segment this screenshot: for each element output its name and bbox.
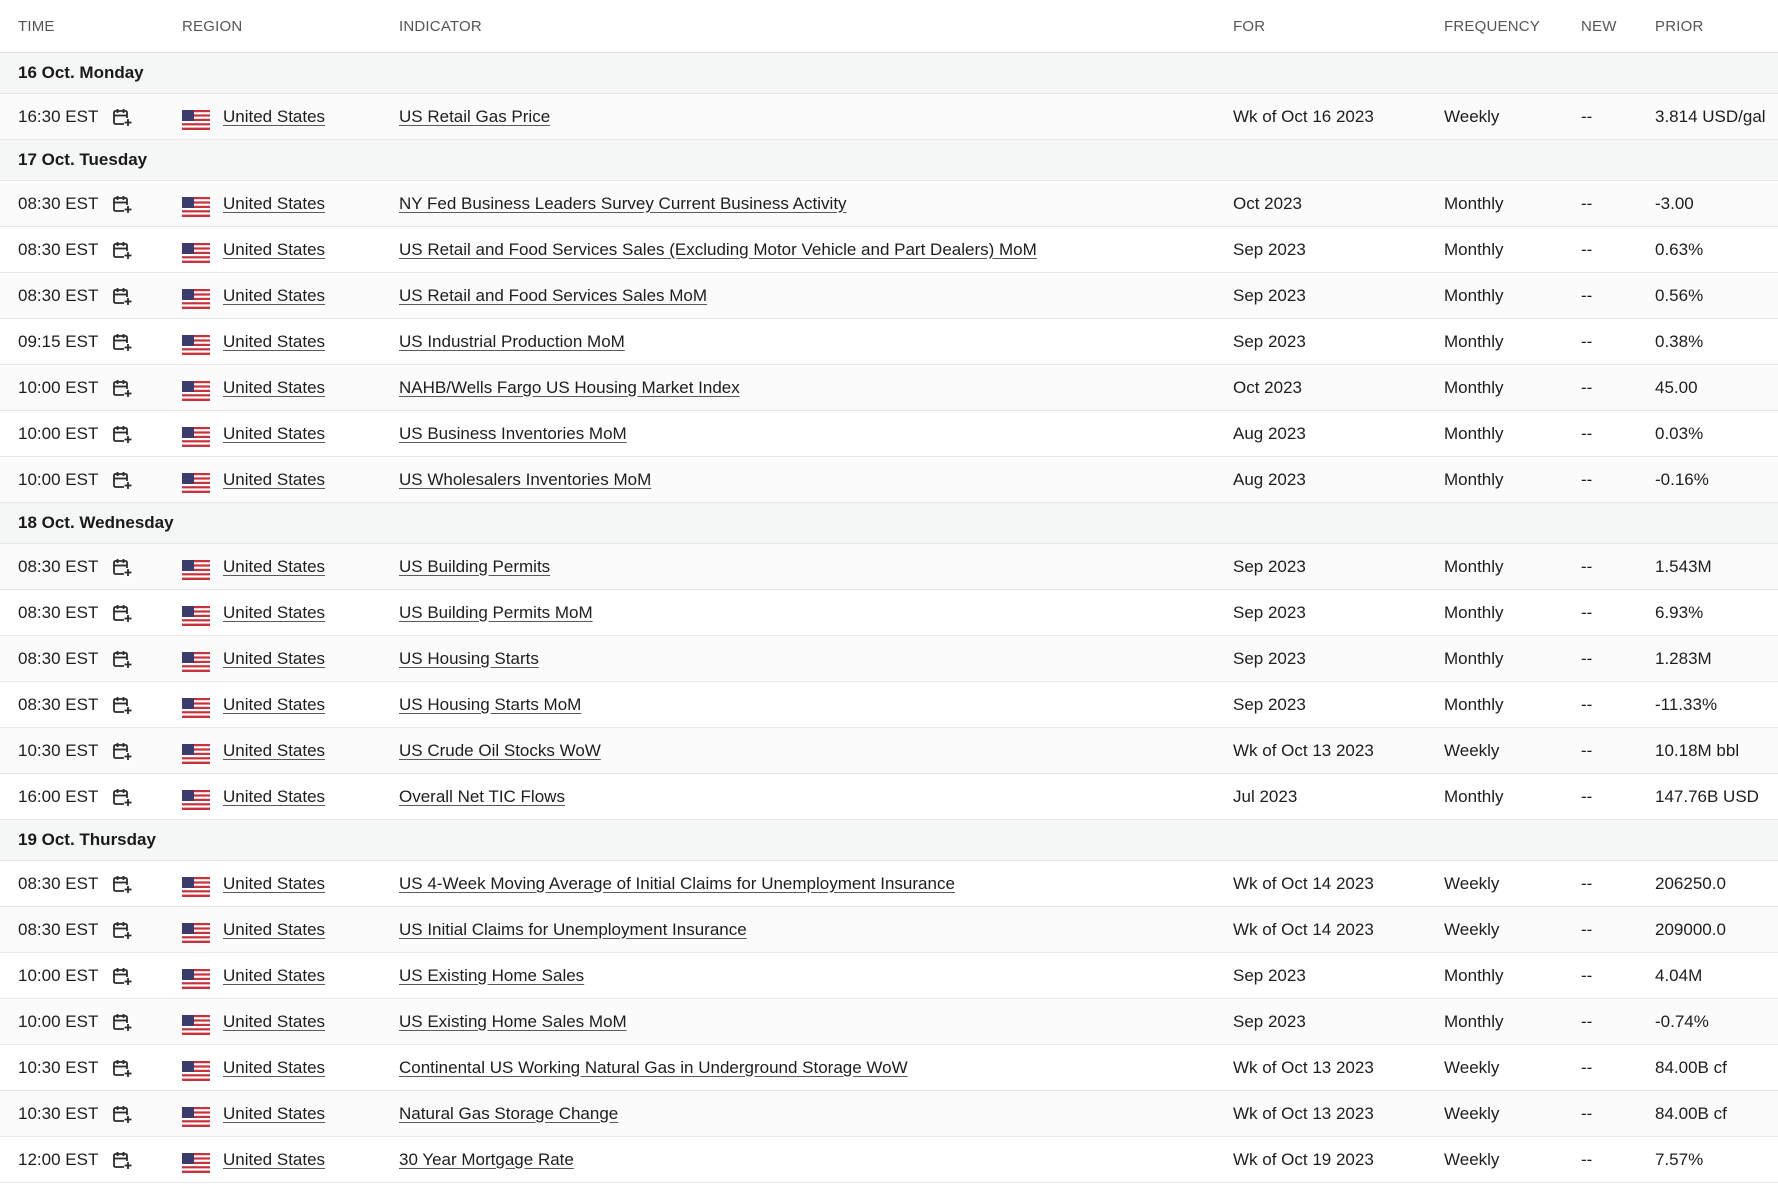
event-new: --: [1581, 590, 1655, 636]
calendar-add-icon[interactable]: [112, 470, 132, 490]
event-indicator-link[interactable]: US Business Inventories MoM: [399, 423, 627, 443]
event-time: 08:30 EST: [0, 544, 112, 590]
header-region: REGION: [182, 0, 399, 53]
event-region-link[interactable]: United States: [223, 285, 326, 305]
event-indicator-link[interactable]: US Initial Claims for Unemployment Insurance: [399, 919, 747, 939]
event-frequency: Weekly: [1444, 1091, 1581, 1137]
event-prior: -0.74%: [1655, 999, 1778, 1045]
event-region-cell: [182, 94, 399, 140]
event-indicator-cell: [399, 728, 1233, 774]
event-for: Sep 2023: [1233, 273, 1444, 319]
event-prior: 10.18M bbl: [1655, 728, 1778, 774]
calendar-add-icon[interactable]: [112, 194, 132, 214]
event-indicator-cell: [399, 181, 1233, 227]
add-to-calendar-cell: [112, 590, 182, 636]
event-time: 10:30 EST: [0, 1091, 112, 1137]
event-for: Sep 2023: [1233, 544, 1444, 590]
event-time: 10:30 EST: [0, 728, 112, 774]
us-flag-icon: [182, 427, 210, 447]
event-indicator-cell: [399, 636, 1233, 682]
us-flag-icon: [182, 790, 210, 810]
event-region-link[interactable]: United States: [223, 423, 326, 443]
event-region-cell: [182, 774, 399, 820]
event-frequency: Monthly: [1444, 999, 1581, 1045]
event-frequency: Weekly: [1444, 907, 1581, 953]
event-region-cell: [182, 319, 399, 365]
event-for: Wk of Oct 13 2023: [1233, 1045, 1444, 1091]
add-to-calendar-cell: [112, 227, 182, 273]
event-time: 10:00 EST: [0, 411, 112, 457]
event-time: 16:30 EST: [0, 94, 112, 140]
add-to-calendar-cell: [112, 907, 182, 953]
header-time: TIME: [0, 0, 112, 53]
add-to-calendar-cell: [112, 544, 182, 590]
event-time: 08:30 EST: [0, 636, 112, 682]
add-to-calendar-cell: [112, 999, 182, 1045]
event-row: [0, 227, 1778, 273]
event-region-cell: [182, 365, 399, 411]
us-flag-icon: [182, 969, 210, 989]
event-for: Wk of Oct 13 2023: [1233, 728, 1444, 774]
event-row: [0, 774, 1778, 820]
event-indicator-link[interactable]: NAHB/Wells Fargo US Housing Market Index: [399, 377, 740, 397]
event-region-link[interactable]: United States: [223, 873, 326, 893]
event-new: --: [1581, 1091, 1655, 1137]
us-flag-icon: [182, 289, 210, 309]
event-prior: 0.56%: [1655, 273, 1778, 319]
event-row: [0, 636, 1778, 682]
event-region-link[interactable]: United States: [223, 469, 326, 489]
event-for: Jul 2023: [1233, 774, 1444, 820]
event-time: 09:15 EST: [0, 319, 112, 365]
event-frequency: Monthly: [1444, 544, 1581, 590]
calendar-add-icon[interactable]: [112, 695, 132, 715]
event-for: Wk of Oct 16 2023: [1233, 94, 1444, 140]
day-header-row: [0, 140, 1778, 181]
event-for: Sep 2023: [1233, 636, 1444, 682]
event-row: [0, 457, 1778, 503]
calendar-add-icon[interactable]: [112, 378, 132, 398]
event-indicator-link[interactable]: Natural Gas Storage Change: [399, 1103, 619, 1123]
us-flag-icon: [182, 1061, 210, 1081]
event-row: [0, 1137, 1778, 1183]
event-prior: -11.33%: [1655, 682, 1778, 728]
add-to-calendar-cell: [112, 94, 182, 140]
event-time: 08:30 EST: [0, 273, 112, 319]
event-indicator-cell: [399, 411, 1233, 457]
add-to-calendar-cell: [112, 1137, 182, 1183]
event-region-cell: [182, 1091, 399, 1137]
event-indicator-cell: [399, 273, 1233, 319]
event-region-link[interactable]: United States: [223, 602, 326, 622]
event-region-link[interactable]: United States: [223, 106, 326, 126]
us-flag-icon: [182, 698, 210, 718]
event-row: [0, 365, 1778, 411]
event-indicator-cell: [399, 457, 1233, 503]
event-indicator-cell: [399, 999, 1233, 1045]
event-region-cell: [182, 544, 399, 590]
calendar-add-icon[interactable]: [112, 107, 132, 127]
day-label: 19 Oct. Thursday: [0, 820, 1778, 861]
us-flag-icon: [182, 197, 210, 217]
event-region-cell: [182, 636, 399, 682]
event-new: --: [1581, 953, 1655, 999]
event-time: 10:00 EST: [0, 999, 112, 1045]
calendar-add-icon[interactable]: [112, 1012, 132, 1032]
event-region-cell: [182, 999, 399, 1045]
day-header-row: [0, 820, 1778, 861]
event-indicator-cell: [399, 319, 1233, 365]
event-region-link[interactable]: United States: [223, 1149, 326, 1169]
calendar-add-icon[interactable]: [112, 424, 132, 444]
event-region-link[interactable]: United States: [223, 919, 326, 939]
event-region-link[interactable]: United States: [223, 1011, 326, 1031]
event-new: --: [1581, 544, 1655, 590]
event-new: --: [1581, 411, 1655, 457]
event-indicator-link[interactable]: US Retail and Food Services Sales (Excluding Motor Vehicle and Part Dealers) MoM: [399, 239, 1037, 259]
event-frequency: Monthly: [1444, 273, 1581, 319]
add-to-calendar-cell: [112, 181, 182, 227]
calendar-add-icon[interactable]: [112, 286, 132, 306]
event-row: [0, 94, 1778, 140]
event-region-link[interactable]: United States: [223, 648, 326, 668]
event-for: Wk of Oct 19 2023: [1233, 1137, 1444, 1183]
event-region-link[interactable]: United States: [223, 786, 326, 806]
header-for: FOR: [1233, 0, 1444, 53]
event-time: 10:00 EST: [0, 365, 112, 411]
us-flag-icon: [182, 473, 210, 493]
us-flag-icon: [182, 606, 210, 626]
event-time: 08:30 EST: [0, 907, 112, 953]
event-new: --: [1581, 774, 1655, 820]
day-header-row: [0, 503, 1778, 544]
add-to-calendar-cell: [112, 1045, 182, 1091]
us-flag-icon: [182, 335, 210, 355]
event-region-link[interactable]: United States: [223, 331, 326, 351]
event-for: Sep 2023: [1233, 227, 1444, 273]
add-to-calendar-cell: [112, 1091, 182, 1137]
calendar-add-icon[interactable]: [112, 649, 132, 669]
event-indicator-cell: [399, 1091, 1233, 1137]
event-prior: -0.16%: [1655, 457, 1778, 503]
us-flag-icon: [182, 652, 210, 672]
event-indicator-link[interactable]: 30 Year Mortgage Rate: [399, 1149, 574, 1169]
add-to-calendar-cell: [112, 774, 182, 820]
day-header-row: [0, 53, 1778, 94]
add-to-calendar-cell: [112, 953, 182, 999]
event-frequency: Monthly: [1444, 411, 1581, 457]
calendar-add-icon[interactable]: [112, 874, 132, 894]
event-new: --: [1581, 1137, 1655, 1183]
us-flag-icon: [182, 1153, 210, 1173]
event-row: [0, 411, 1778, 457]
event-frequency: Weekly: [1444, 728, 1581, 774]
calendar-add-icon[interactable]: [112, 966, 132, 986]
event-region-cell: [182, 1137, 399, 1183]
event-indicator-link[interactable]: US Building Permits MoM: [399, 602, 593, 622]
event-prior: 84.00B cf: [1655, 1091, 1778, 1137]
event-region-cell: [182, 953, 399, 999]
event-row: [0, 319, 1778, 365]
us-flag-icon: [182, 1015, 210, 1035]
calendar-add-icon[interactable]: [112, 1104, 132, 1124]
event-for: Oct 2023: [1233, 365, 1444, 411]
event-region-cell: [182, 682, 399, 728]
event-indicator-link[interactable]: US Crude Oil Stocks WoW: [399, 740, 601, 760]
event-time: 08:30 EST: [0, 590, 112, 636]
event-indicator-link[interactable]: US Industrial Production MoM: [399, 331, 625, 351]
event-indicator-link[interactable]: NY Fed Business Leaders Survey Current Business Activity: [399, 193, 847, 213]
event-new: --: [1581, 907, 1655, 953]
event-for: Oct 2023: [1233, 181, 1444, 227]
add-to-calendar-cell: [112, 682, 182, 728]
event-for: Sep 2023: [1233, 682, 1444, 728]
event-new: --: [1581, 94, 1655, 140]
event-for: Aug 2023: [1233, 457, 1444, 503]
event-indicator-cell: [399, 774, 1233, 820]
event-indicator-cell: [399, 590, 1233, 636]
event-frequency: Weekly: [1444, 861, 1581, 907]
event-indicator-link[interactable]: US Existing Home Sales: [399, 965, 585, 985]
event-region-link[interactable]: United States: [223, 740, 326, 760]
event-prior: 206250.0: [1655, 861, 1778, 907]
event-indicator-link[interactable]: Continental US Working Natural Gas in Underground Storage WoW: [399, 1057, 908, 1077]
event-indicator-link[interactable]: US Housing Starts: [399, 648, 539, 668]
event-new: --: [1581, 636, 1655, 682]
us-flag-icon: [182, 243, 210, 263]
event-row: [0, 181, 1778, 227]
event-time: 08:30 EST: [0, 682, 112, 728]
event-frequency: Weekly: [1444, 94, 1581, 140]
event-new: --: [1581, 227, 1655, 273]
us-flag-icon: [182, 1107, 210, 1127]
event-for: Wk of Oct 14 2023: [1233, 907, 1444, 953]
event-row: [0, 999, 1778, 1045]
event-indicator-link[interactable]: US Retail and Food Services Sales MoM: [399, 285, 708, 305]
event-prior: 6.93%: [1655, 590, 1778, 636]
event-region-link[interactable]: United States: [223, 1103, 326, 1123]
event-region-cell: [182, 907, 399, 953]
event-prior: 84.00B cf: [1655, 1045, 1778, 1091]
event-frequency: Monthly: [1444, 953, 1581, 999]
event-new: --: [1581, 457, 1655, 503]
calendar-add-icon[interactable]: [112, 741, 132, 761]
add-to-calendar-cell: [112, 457, 182, 503]
event-indicator-cell: [399, 907, 1233, 953]
event-time: 10:00 EST: [0, 953, 112, 999]
event-row: [0, 1091, 1778, 1137]
us-flag-icon: [182, 877, 210, 897]
event-new: --: [1581, 999, 1655, 1045]
event-frequency: Monthly: [1444, 682, 1581, 728]
header-frequency: FREQUENCY: [1444, 0, 1581, 53]
event-time: 08:30 EST: [0, 181, 112, 227]
calendar-add-icon[interactable]: [112, 557, 132, 577]
event-new: --: [1581, 319, 1655, 365]
event-region-link[interactable]: United States: [223, 377, 326, 397]
event-indicator-link[interactable]: Overall Net TIC Flows: [399, 786, 565, 806]
event-indicator-link[interactable]: US Retail Gas Price: [399, 106, 551, 126]
add-to-calendar-cell: [112, 365, 182, 411]
calendar-add-icon[interactable]: [112, 1150, 132, 1170]
event-prior: 4.04M: [1655, 953, 1778, 999]
us-flag-icon: [182, 381, 210, 401]
event-prior: 3.814 USD/gal: [1655, 94, 1778, 140]
event-frequency: Monthly: [1444, 636, 1581, 682]
event-region-link[interactable]: United States: [223, 694, 326, 714]
event-frequency: Monthly: [1444, 365, 1581, 411]
us-flag-icon: [182, 110, 210, 130]
event-for: Sep 2023: [1233, 999, 1444, 1045]
event-indicator-link[interactable]: US Wholesalers Inventories MoM: [399, 469, 652, 489]
event-prior: 147.76B USD: [1655, 774, 1778, 820]
event-indicator-link[interactable]: US Housing Starts MoM: [399, 694, 582, 714]
add-to-calendar-cell: [112, 728, 182, 774]
event-region-cell: [182, 1045, 399, 1091]
event-prior: 0.03%: [1655, 411, 1778, 457]
calendar-add-icon[interactable]: [112, 240, 132, 260]
event-for: Sep 2023: [1233, 590, 1444, 636]
header-prior: PRIOR: [1655, 0, 1778, 53]
event-region-link[interactable]: United States: [223, 556, 326, 576]
day-label: 16 Oct. Monday: [0, 53, 1778, 94]
event-row: [0, 861, 1778, 907]
event-indicator-link[interactable]: US Existing Home Sales MoM: [399, 1011, 627, 1031]
event-prior: 209000.0: [1655, 907, 1778, 953]
us-flag-icon: [182, 744, 210, 764]
event-row: [0, 273, 1778, 319]
event-indicator-cell: [399, 1045, 1233, 1091]
us-flag-icon: [182, 923, 210, 943]
event-region-cell: [182, 590, 399, 636]
event-prior: 0.63%: [1655, 227, 1778, 273]
event-region-link[interactable]: United States: [223, 965, 326, 985]
event-new: --: [1581, 1045, 1655, 1091]
event-indicator-cell: [399, 544, 1233, 590]
event-new: --: [1581, 365, 1655, 411]
calendar-add-icon[interactable]: [112, 332, 132, 352]
header-spacer: [112, 0, 182, 53]
event-row: [0, 544, 1778, 590]
event-frequency: Monthly: [1444, 774, 1581, 820]
event-indicator-cell: [399, 861, 1233, 907]
event-indicator-link[interactable]: US 4-Week Moving Average of Initial Claims for Unemployment Insurance: [399, 873, 955, 893]
event-new: --: [1581, 861, 1655, 907]
event-region-cell: [182, 861, 399, 907]
event-for: Aug 2023: [1233, 411, 1444, 457]
event-for: Wk of Oct 14 2023: [1233, 861, 1444, 907]
event-indicator-cell: [399, 1137, 1233, 1183]
event-indicator-cell: [399, 365, 1233, 411]
event-indicator-cell: [399, 94, 1233, 140]
calendar-body: [0, 53, 1778, 1183]
calendar-add-icon[interactable]: [112, 787, 132, 807]
day-label: 17 Oct. Tuesday: [0, 140, 1778, 181]
event-frequency: Monthly: [1444, 319, 1581, 365]
event-region-cell: [182, 411, 399, 457]
event-row: [0, 1045, 1778, 1091]
day-label: 18 Oct. Wednesday: [0, 503, 1778, 544]
event-time: 10:00 EST: [0, 457, 112, 503]
add-to-calendar-cell: [112, 273, 182, 319]
event-new: --: [1581, 728, 1655, 774]
event-prior: 7.57%: [1655, 1137, 1778, 1183]
event-frequency: Weekly: [1444, 1045, 1581, 1091]
us-flag-icon: [182, 560, 210, 580]
event-row: [0, 953, 1778, 999]
add-to-calendar-cell: [112, 636, 182, 682]
event-for: Wk of Oct 13 2023: [1233, 1091, 1444, 1137]
event-row: [0, 728, 1778, 774]
event-time: 08:30 EST: [0, 861, 112, 907]
event-new: --: [1581, 181, 1655, 227]
event-time: 10:30 EST: [0, 1045, 112, 1091]
event-for: Sep 2023: [1233, 953, 1444, 999]
event-new: --: [1581, 682, 1655, 728]
event-row: [0, 590, 1778, 636]
add-to-calendar-cell: [112, 411, 182, 457]
add-to-calendar-cell: [112, 861, 182, 907]
table-header-row: [0, 0, 1778, 53]
calendar-add-icon[interactable]: [112, 1058, 132, 1078]
calendar-add-icon[interactable]: [112, 603, 132, 623]
event-prior: -3.00: [1655, 181, 1778, 227]
event-prior: 1.283M: [1655, 636, 1778, 682]
event-region-link[interactable]: United States: [223, 193, 326, 213]
event-region-cell: [182, 227, 399, 273]
event-row: [0, 907, 1778, 953]
event-indicator-cell: [399, 682, 1233, 728]
event-frequency: Monthly: [1444, 590, 1581, 636]
event-prior: 0.38%: [1655, 319, 1778, 365]
event-frequency: Monthly: [1444, 181, 1581, 227]
header-indicator: INDICATOR: [399, 0, 1233, 53]
event-time: 08:30 EST: [0, 227, 112, 273]
event-frequency: Monthly: [1444, 457, 1581, 503]
event-time: 16:00 EST: [0, 774, 112, 820]
header-new: NEW: [1581, 0, 1655, 53]
event-prior: 45.00: [1655, 365, 1778, 411]
event-indicator-link[interactable]: US Building Permits: [399, 556, 551, 576]
event-prior: 1.543M: [1655, 544, 1778, 590]
event-frequency: Weekly: [1444, 1137, 1581, 1183]
event-region-link[interactable]: United States: [223, 239, 326, 259]
event-frequency: Monthly: [1444, 227, 1581, 273]
event-indicator-cell: [399, 227, 1233, 273]
event-indicator-cell: [399, 953, 1233, 999]
calendar-add-icon[interactable]: [112, 920, 132, 940]
event-new: --: [1581, 273, 1655, 319]
event-region-cell: [182, 457, 399, 503]
event-region-link[interactable]: United States: [223, 1057, 326, 1077]
event-region-cell: [182, 273, 399, 319]
event-region-cell: [182, 181, 399, 227]
add-to-calendar-cell: [112, 319, 182, 365]
event-time: 12:00 EST: [0, 1137, 112, 1183]
event-row: [0, 682, 1778, 728]
event-for: Sep 2023: [1233, 319, 1444, 365]
event-region-cell: [182, 728, 399, 774]
